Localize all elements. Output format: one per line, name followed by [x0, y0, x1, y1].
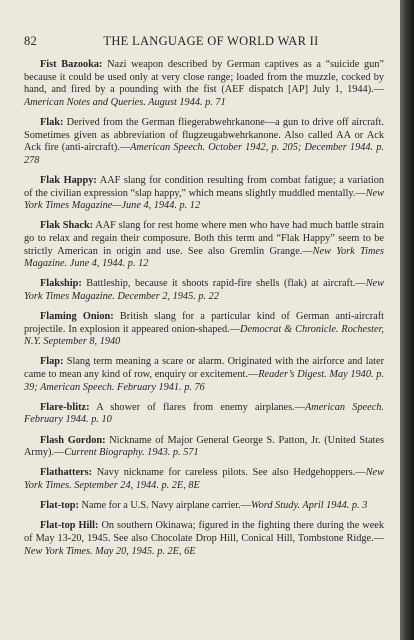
entry-source: New York Times Magazine—June 4, 1944. p. 12	[24, 187, 384, 212]
entry-definition: Nazi weapon described by German captives as a “suicide gun” because it could be used only at very close range; loaded from the muzzle, cocked by hand, and fired by a pounding with the fist (AEF dispatch [AP] July 1, 1944).—	[24, 59, 384, 96]
glossary-entry	[24, 59, 384, 109]
entry-source: New York Times. May 20, 1945. p. 2E, 6E	[24, 545, 196, 557]
page-header	[24, 34, 384, 49]
entry-source: New York Times Magazine. December 2, 1945. p. 22	[24, 278, 384, 302]
entry-term: Flak Happy:	[40, 174, 97, 186]
entry-term: Flakship:	[40, 278, 82, 290]
entry-definition: Battleship, because it shoots rapid-fire shells (flak) at aircraft.—	[81, 278, 366, 290]
book-gutter-shadow	[400, 0, 414, 640]
entry-list	[24, 59, 384, 558]
glossary-entry	[24, 500, 384, 513]
entry-definition: Slang term meaning a scare or alarm. Originated with the airforce and later came to mean any kind of row, enquiry or excitement.—	[24, 356, 384, 381]
entry-term: Flat-top:	[40, 500, 79, 512]
glossary-entry	[24, 220, 384, 270]
entry-definition: On southern Okinawa; figured in the fighting there during the week of May 13-20, 1945. See also Chocolate Drop Hill, Conical Hill, Tombstone Ridge.—	[24, 520, 384, 544]
entry-term: Flak Shack:	[40, 220, 94, 232]
entry-term: Flare-blitz:	[40, 401, 90, 413]
entry-source: Word Study. April 1944. p. 3	[251, 500, 368, 512]
entry-source: Democrat & Chronicle. Rochester, N.Y. September 8, 1940	[24, 323, 385, 348]
glossary-entry	[24, 402, 384, 427]
entry-source: New York Times Magazine. June 4, 1944. p. 12	[24, 245, 384, 270]
glossary-entry	[24, 311, 384, 349]
running-head: THE LANGUAGE OF WORLD WAR II	[103, 34, 319, 48]
entry-term: Flap:	[40, 356, 64, 368]
entry-term: Flak:	[40, 116, 64, 128]
entry-source: American Speech. February 1944. p. 10	[24, 401, 384, 426]
page-number: 82	[24, 34, 38, 48]
entry-definition: Name for a U.S. Navy airplane carrier.—	[78, 500, 252, 512]
entry-term: Flaming Onion:	[40, 311, 114, 323]
entry-source: Reader’s Digest. May 1940. p. 39; American Speech. February 1941. p. 76	[24, 369, 384, 393]
glossary-entry	[24, 356, 384, 394]
entry-term: Fist Bazooka:	[40, 59, 103, 70]
entry-source: Current Biography. 1943. p. 571	[64, 447, 199, 459]
glossary-entry	[24, 175, 384, 213]
glossary-entry	[24, 435, 384, 460]
entry-definition: AAF slang for condition resulting from combat fatigue; a variation of the civilian expression “slap happy,” which means slightly muddled mentally.—	[24, 174, 384, 199]
entry-definition: British slang for a particular kind of German anti-aircraft projectile. In explosion it appeared onion-shaped.—	[24, 311, 384, 335]
glossary-entry	[24, 520, 384, 558]
entry-term: Flat-top Hill:	[40, 520, 99, 532]
glossary-entry	[24, 278, 384, 303]
entry-definition: AAF slang for rest home where men who have had much battle strain go to relax and regain their composure. Both this term and “Flak Happy” seem to be strictly American in origin and use. See also Gremlin Grange.—	[24, 220, 384, 257]
entry-term: Flash Gordon:	[40, 434, 106, 446]
glossary-entry	[24, 117, 384, 167]
entry-term: Flathatters:	[40, 467, 93, 479]
glossary-entry	[24, 467, 384, 492]
entry-definition: Nickname of Major General George S. Patton, Jr. (United States Army).—	[24, 434, 384, 459]
entry-definition: Derived from the German fliegerabwehrkanone—a gun to drive off aircraft. Sometimes given as abbreviation of flugzeugabwehrkanone. Also called AA or Ack Ack fire (anti-aircraft).—	[24, 116, 384, 154]
entry-definition: A shower of flares from enemy airplanes.—	[89, 401, 306, 413]
entry-source: New York Times. September 24, 1944. p. 2E, 8E	[24, 467, 384, 491]
entry-source: American Speech. October 1942, p. 205; December 1944. p. 278	[24, 142, 384, 166]
entry-definition: Navy nickname for careless pilots. See also Hedgehoppers.—	[92, 467, 366, 479]
entry-source: American Notes and Queries. August 1944. p. 71	[24, 96, 226, 108]
